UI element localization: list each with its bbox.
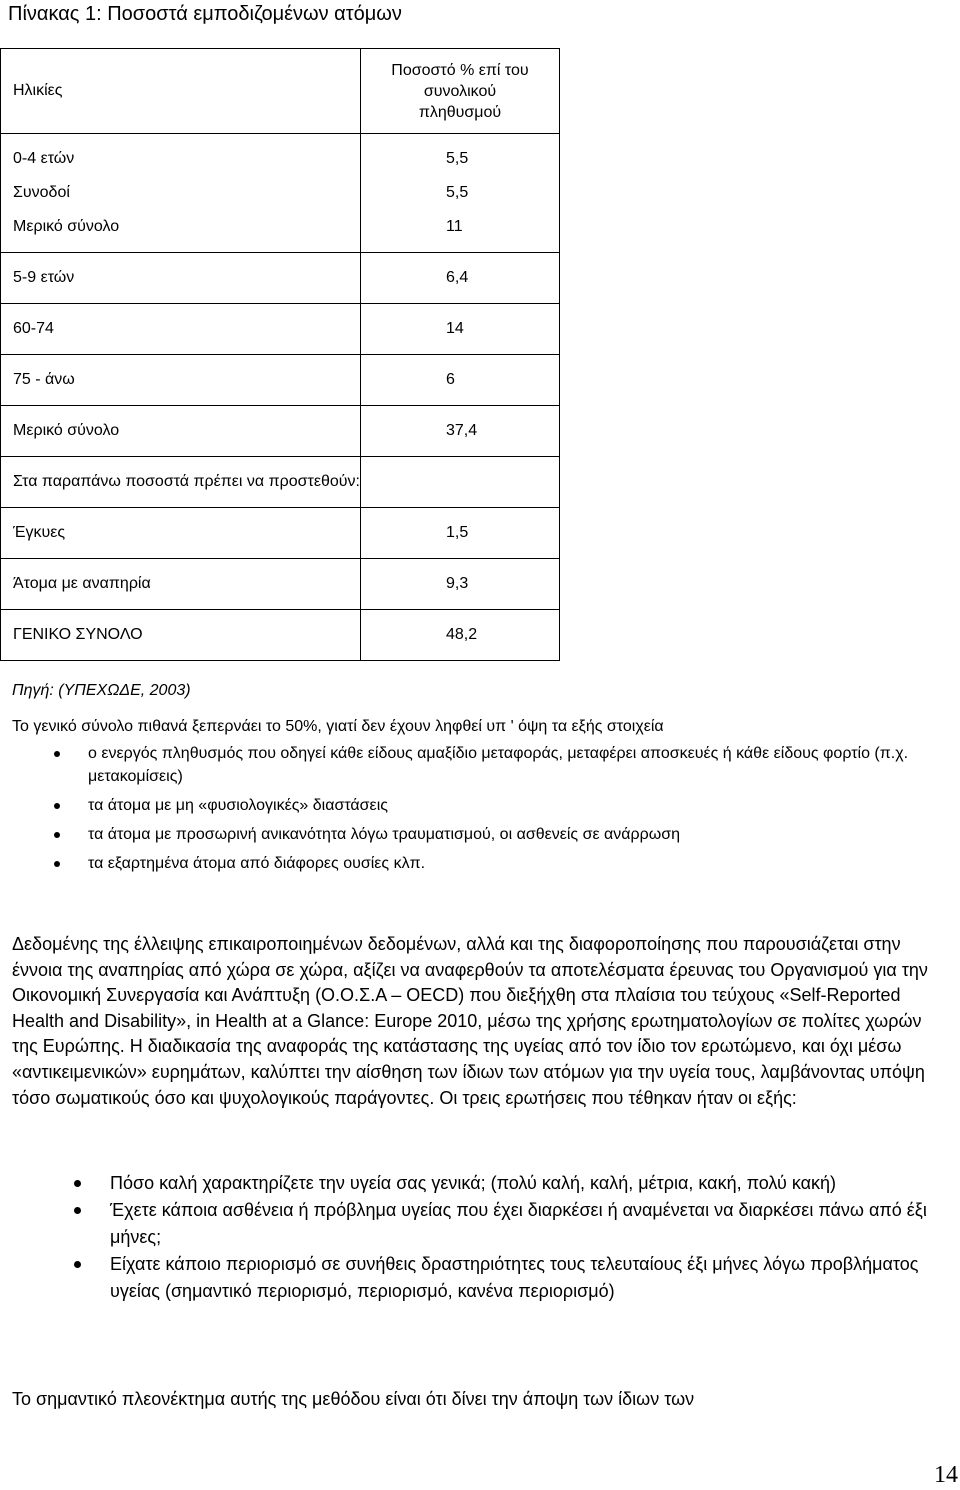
row-label: Μερικό σύνολο (13, 218, 120, 235)
bullet-icon (54, 861, 60, 867)
bullet-icon (54, 803, 60, 809)
header-ages-text: Ηλικίες (13, 82, 63, 99)
row-label: Μερικό σύνολο (1, 406, 361, 457)
row-value: 9,3 (445, 575, 469, 592)
list-item-text: τα άτομα με προσωρινή ανικανότητα λόγω τραυματισμού, οι ασθενείς σε ανάρρωση (88, 826, 680, 843)
row-label: ΓΕΝΙΚΟ ΣΥΝΟΛΟ (1, 610, 361, 661)
list-item-text: τα εξαρτημένα άτομα από διάφορες ουσίες κλπ. (88, 855, 426, 872)
table-row (1, 304, 560, 355)
table-source: Πηγή: (ΥΠΕΧΩΔΕ, 2003) (12, 682, 191, 699)
list-item (0, 1170, 960, 1197)
header-percentage-line: Ποσοστό % επί του (391, 61, 529, 79)
row-value-cell (360, 406, 559, 457)
list-item (0, 794, 960, 817)
table-caption: Πίνακας 1: Ποσοστά εμποδιζομένων ατόμων (8, 3, 402, 25)
omitted-factors-list (0, 742, 960, 881)
bullet-icon (74, 1261, 81, 1268)
survey-questions-list (0, 1170, 960, 1305)
row-label: Έγκυες (1, 508, 361, 559)
row-value-cell (360, 610, 559, 661)
body-paragraph: Δεδομένης της έλλειψης επικαιροποιημένων δεδομένων, αλλά και της διαφοροποίησης που παρουσιάζεται στην έννοια της αναπηρίας από χώρα σε χώρα, αξίζει να αναφερθούν τα αποτελέσματα έρευνας του Οργανισμού για την Οικονομική Συνεργασία και Ανάπτυξη (Ο.Ο.Σ.Α – OECD) που διεξήχθη στα πλαίσια του τεύχους «Self-Reported Health and Disability», in Health at a Glance: Europe 2010, μέσω της χρήσης ερωτηματολογίων σε πολίτες χωρών της Ευρώπης. Η διαδικασία της αναφοράς της κατάστασης της υγείας από τον ίδιο τον ερωτώμενο, και όχι μέσω «αντικειμενικών» ευρημάτων, καλύπτει την αίσθηση των ίδιων των ατόμων για την υγεία τους, λαμβάνοντας υπόψη τόσο σωματικούς όσο και ψυχολογικούς παράγοντες. Οι τρεις ερωτήσεις που τέθηκαν ήταν οι εξής: (12, 934, 928, 1108)
list-item (0, 742, 960, 788)
table-row (1, 134, 560, 253)
row-label: 75 - άνω (1, 355, 361, 406)
disability-percentages-table (0, 48, 560, 661)
list-item (0, 823, 960, 846)
page-number: 14 (934, 1462, 958, 1488)
row-value: 14 (445, 320, 464, 337)
row-value: 6,4 (445, 269, 469, 286)
list-item-text: ο ενεργός πληθυσμός που οδηγεί κάθε είδους αμαξίδιο μεταφοράς, μεταφέρει αποσκευές ή κάθε είδους φορτίο (π.χ. μετακομίσεις) (88, 745, 909, 785)
table-row (1, 559, 560, 610)
header-percentage-line: πληθυσμού (418, 103, 502, 121)
row-value: 5,5 (445, 150, 469, 167)
row-value: 6 (445, 371, 455, 388)
table-row (1, 355, 560, 406)
row-label: Στα παραπάνω ποσοστά πρέπει να προστεθούν: (1, 457, 361, 508)
table-row (1, 457, 560, 508)
bullet-icon (54, 751, 60, 757)
closing-sentence: Το σημαντικό πλεονέκτημα αυτής της μεθόδου είναι ότι δίνει την άποψη των ίδιων των (12, 1389, 695, 1409)
table-header-row (1, 49, 560, 134)
bullet-icon (54, 832, 60, 838)
list-item (0, 1251, 960, 1305)
table-row (1, 508, 560, 559)
group-labels-cell (1, 134, 361, 253)
header-percentage (360, 49, 559, 134)
row-label: 60-74 (1, 304, 361, 355)
list-item (0, 852, 960, 875)
row-value-cell (360, 559, 559, 610)
row-value: 48,2 (445, 626, 478, 643)
row-label: Συνοδοί (13, 184, 70, 201)
intro-sentence: Το γενικό σύνολο πιθανά ξεπερνάει το 50%, γιατί δεν έχουν ληφθεί υπ ' όψη τα εξής στοιχεία (12, 718, 664, 735)
header-percentage-line: συνολικού (423, 82, 497, 100)
group-values-cell (360, 134, 559, 253)
row-value-cell (360, 457, 559, 508)
list-item-text: Είχατε κάποιο περιορισμό σε συνήθεις δραστηριότητες τους τελευταίους έξι μήνες λόγω προβλήματος υγείας (σημαντικό περιορισμό, περιορισμό, κανένα περιορισμό) (110, 1254, 919, 1301)
row-label: Άτομα με αναπηρία (1, 559, 361, 610)
list-item-text: τα άτομα με μη «φυσιολογικές» διαστάσεις (88, 797, 388, 814)
list-item-text: Έχετε κάποια ασθένεια ή πρόβλημα υγείας που έχει διαρκέσει ή αναμένεται να διαρκέσει πάνω από έξι μήνες; (110, 1200, 927, 1247)
row-value: 1,5 (445, 524, 469, 541)
row-value-cell (360, 508, 559, 559)
header-ages (1, 49, 361, 134)
table-row (1, 610, 560, 661)
row-value: 11 (445, 218, 463, 235)
row-value-cell (360, 304, 559, 355)
list-item (0, 1197, 960, 1251)
bullet-icon (74, 1207, 81, 1214)
row-label: 0-4 ετών (13, 150, 75, 167)
row-label: 5-9 ετών (1, 253, 361, 304)
row-value: 37,4 (445, 422, 478, 439)
row-value: 5,5 (445, 184, 469, 201)
table-row (1, 406, 560, 457)
bullet-icon (74, 1180, 81, 1187)
list-item-text: Πόσο καλή χαρακτηρίζετε την υγεία σας γενικά; (πολύ καλή, καλή, μέτρια, κακή, πολύ κακή) (110, 1173, 837, 1193)
row-value-cell (360, 253, 559, 304)
row-value-cell (360, 355, 559, 406)
table-row (1, 253, 560, 304)
